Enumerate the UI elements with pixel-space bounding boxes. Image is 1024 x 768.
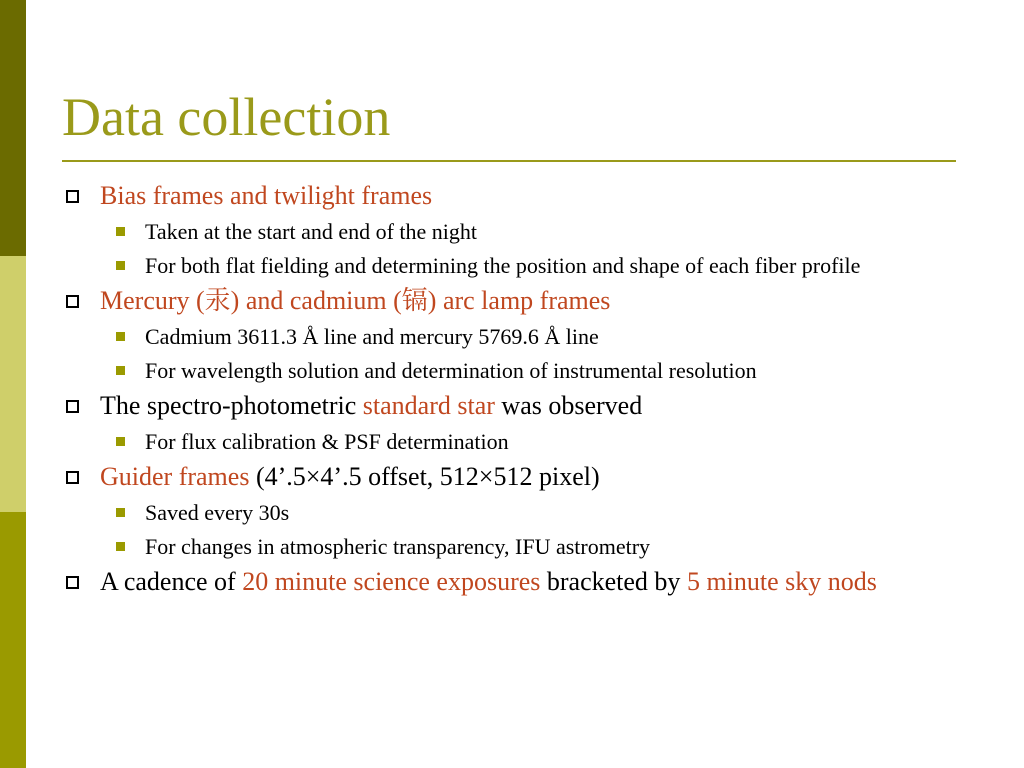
sub-bullet-item [62,357,942,384]
filled-square-bullet-icon [116,366,125,375]
hollow-square-bullet-icon [66,471,79,484]
bullet-text: (4’.5×4’.5 offset, 512×512 pixel) [249,462,600,491]
hollow-square-bullet-icon [66,295,79,308]
bullet-item [62,285,942,316]
highlighted-text: Guider frames [100,462,250,491]
bullet-text: A cadence of [100,567,243,596]
sub-bullet-text: For changes in atmospheric transparency, IFU astrometry [145,534,651,559]
sidebar-segment-middle [0,256,26,512]
filled-square-bullet-icon [116,227,125,236]
highlighted-text: 20 minute science exposures [242,567,541,596]
sidebar-segment-bottom [0,512,26,768]
sub-bullet-text: For wavelength solution and determination of instrumental resolution [145,358,757,383]
filled-square-bullet-icon [116,261,125,270]
filled-square-bullet-icon [116,542,125,551]
highlighted-text: Bias frames and twilight frames [100,181,433,210]
sub-bullet-item [62,218,942,245]
sub-bullet-text: Cadmium 3611.3 Å line and mercury 5769.6 Å line [145,324,599,349]
bullet-item [62,180,942,211]
sub-bullet-text: Taken at the start and end of the night [145,219,478,244]
filled-square-bullet-icon [116,332,125,341]
hollow-square-bullet-icon [66,400,79,413]
filled-square-bullet-icon [116,437,125,446]
bullet-list [62,180,942,597]
bullet-item [62,461,942,492]
sidebar-accent-bar [0,0,26,768]
sub-bullet-item [62,533,942,560]
bullet-text: bracketed by [540,567,687,596]
sub-bullet-item [62,428,942,455]
hollow-square-bullet-icon [66,576,79,589]
sub-bullet-item [62,499,942,526]
sidebar-segment-top [0,0,26,256]
sub-bullet-item [62,323,942,350]
highlighted-text: standard star [362,391,495,420]
sub-bullet-text: Saved every 30s [145,500,290,525]
hollow-square-bullet-icon [66,190,79,203]
bullet-item [62,390,942,421]
filled-square-bullet-icon [116,508,125,517]
bullet-text: The spectro-photometric [100,391,363,420]
bullet-item [62,566,942,597]
bullet-text: was observed [494,391,643,420]
title-underline [62,160,956,162]
highlighted-text: Mercury (汞) and cadmium (镉) arc lamp frames [100,286,611,315]
sub-bullet-item [62,252,942,279]
highlighted-text: 5 minute sky nods [686,567,877,596]
sub-bullet-text: For flux calibration & PSF determination [145,429,509,454]
slide-title: Data collection [62,87,391,147]
sub-bullet-text: For both flat fielding and determining the position and shape of each fiber profile [145,253,861,278]
